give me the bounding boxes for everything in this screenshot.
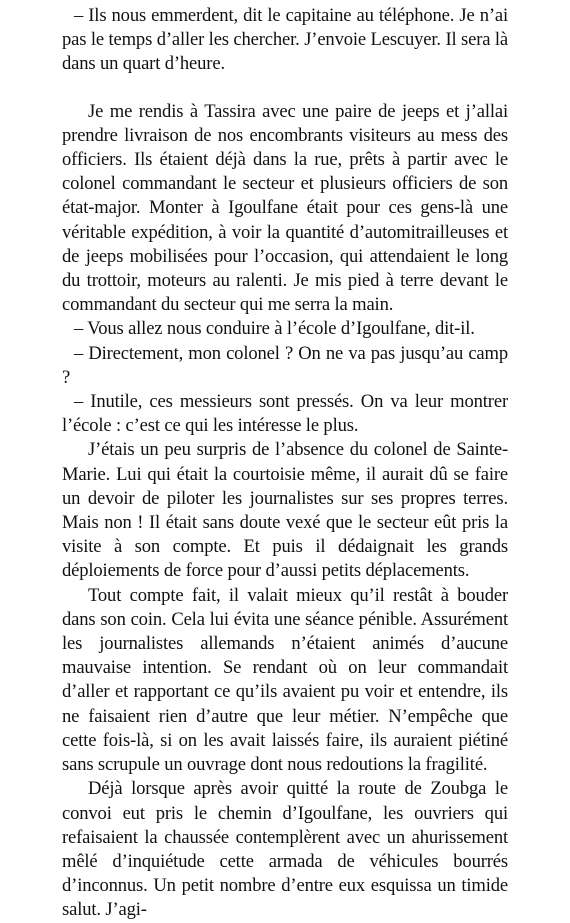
paragraph-captain-phone: – Ils nous emmerdent, dit le capitaine au téléphone. Je n’ai pas le temps d’aller les chercher. J’envoie Lescuyer. Il sera là dans un quart d’heure. [62, 5, 508, 75]
paragraph-dialogue-pressed: – Inutile, ces messieurs sont pressés. On va leur montrer l’école : c’est ce qui les intéresse le plus. [62, 391, 508, 437]
paragraph-tassira-visit: Je me rendis à Tassira avec une paire de jeeps et j’allai prendre livraison de nos encombrants visiteurs au mess des officiers. Ils étaient déjà dans la rue, prêts à partir avec le colonel commandant le secteur et plusieurs officiers de son état-major. Monter à Igoulfane était pour ces gens-là une véritable expédition, à voir la quantité d’automitrailleuses et de jeeps mobilisées pour l’occasion, qui attendaient le long du trottoir, moteurs au ralenti. Je mis pied à terre devant le commandant du secteur qui me serra la main. [62, 100, 508, 316]
paragraph-convoy: Déjà lorsque après avoir quitté la route de Zoubga le convoi eut pris le chemin d’Igoulfane, les ouvriers qui refaisaient la chaussée contemplèrent avec un ahurissement mêlé d’inquiétude cette armada de véhicules bourrés d’inconnus. Un petit nombre d’entre eux esquissa un timide salut. J’agi- [62, 778, 508, 921]
paragraph-dialogue-camp: – Directement, mon colonel ? On ne va pas jusqu’au camp ? [62, 342, 508, 388]
book-page [62, 4, 508, 923]
paragraph-dialogue-school: – Vous allez nous conduire à l’école d’Igoulfane, dit-il. [74, 318, 475, 340]
paragraph-sainte-marie: J’étais un peu surpris de l’absence du colonel de Sainte-Marie. Lui qui était la courtoisie même, il aurait dû se faire un devoir de piloter les journalistes sur ses propres terres. Mais non ! Il était sans doute vexé que le secteur eût pris la visite à son compte. Et puis il dédaignait les grands déploiements de force pour d’aussi petits déplacements. [62, 439, 508, 582]
paragraph-journalists: Tout compte fait, il valait mieux qu’il restât à bouder dans son coin. Cela lui évita une séance pénible. Assurément les journalistes allemands n’étaient animés d’aucune mauvaise intention. Se rendant où on leur commandait d’aller et rapportant ce qu’ils avaient pu voir et entendre, ils ne faisaient rien d’autre que leur métier. N’empêche que cette fois-là, si on les avait laissés faire, ils auraient piétiné sans scrupule un ouvrage dont nous redoutions la fragilité. [62, 584, 508, 776]
